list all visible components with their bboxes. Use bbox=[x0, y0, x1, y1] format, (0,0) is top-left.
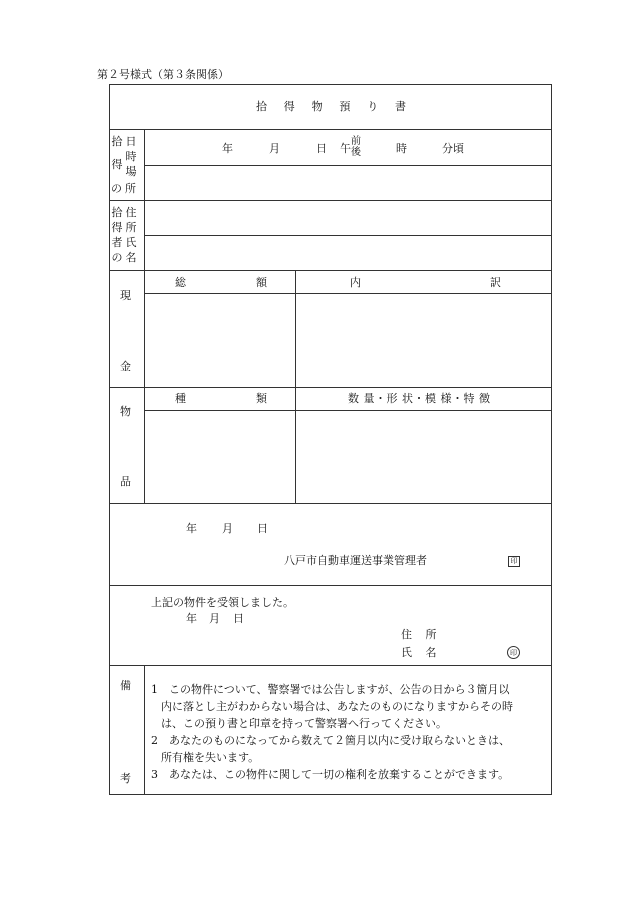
label-char: 得 bbox=[111, 158, 123, 171]
label-char: 者 bbox=[111, 236, 123, 249]
receipt-day: 日 bbox=[233, 612, 244, 625]
title-char: り bbox=[367, 100, 379, 113]
receipt-seal-mark: 印 bbox=[507, 646, 520, 659]
remark-line-3: は、この預り書と印章を持って警察署へ行ってください。 bbox=[161, 717, 447, 730]
title-char: 預 bbox=[339, 100, 351, 113]
title-char: 拾 bbox=[256, 100, 267, 113]
cash-total-header-r: 額 bbox=[256, 276, 267, 289]
label-char: 拾 bbox=[111, 206, 123, 219]
cash-breakdown-header-l: 内 bbox=[350, 276, 361, 289]
remark-line-5: 所有権を失います。 bbox=[161, 751, 260, 764]
remarks-column-divider bbox=[144, 665, 145, 795]
datetime-year: 年 bbox=[222, 142, 233, 155]
remark-line-4: 2 あなたのものになってから数えて２箇月以内に受け取らないときは、 bbox=[151, 734, 510, 747]
datetime-day: 日 bbox=[316, 142, 327, 155]
goods-type-header-r: 類 bbox=[256, 392, 267, 405]
finder-label-col1 bbox=[110, 205, 124, 265]
cash-side-top: 現 bbox=[120, 289, 131, 302]
datetime-ampm-prefix: 午 bbox=[340, 142, 351, 155]
label-char: 場 bbox=[125, 165, 137, 178]
datetime-minute: 分頃 bbox=[442, 142, 464, 155]
issue-month: 月 bbox=[222, 522, 233, 535]
receipt-year: 年 bbox=[186, 612, 197, 625]
finder-label-col2 bbox=[124, 205, 138, 265]
label-char: 時 bbox=[125, 150, 137, 163]
title-char: 物 bbox=[311, 100, 323, 113]
goods-side-bottom: 品 bbox=[120, 475, 131, 488]
label-char: の bbox=[111, 251, 123, 264]
goods-description-header: 数 量・形 状・模 様・特 徴 bbox=[348, 392, 491, 405]
datetime-hour: 時 bbox=[396, 142, 407, 155]
found-label-col2 bbox=[124, 134, 138, 179]
remark-line-1: 1 この物件について、警察署では公告しますが、公告の日から３箇月以 bbox=[151, 683, 510, 696]
cash-header-divider bbox=[144, 293, 552, 294]
remarks-side-top: 備 bbox=[120, 679, 131, 692]
form-title bbox=[256, 101, 406, 112]
table-column-divider bbox=[295, 270, 296, 503]
row-divider bbox=[109, 387, 552, 388]
goods-side-top: 物 bbox=[120, 405, 131, 418]
row-divider bbox=[109, 270, 552, 271]
label-char: 住 bbox=[125, 206, 137, 219]
row-divider bbox=[109, 665, 552, 666]
label-char: 所 bbox=[125, 221, 137, 234]
title-char: 得 bbox=[283, 100, 295, 113]
receipt-name-label: 氏 名 bbox=[401, 646, 442, 659]
issue-day: 日 bbox=[257, 522, 268, 535]
found-label-col1 bbox=[110, 134, 124, 172]
goods-type-header-l: 種 bbox=[175, 392, 186, 405]
receipt-month: 月 bbox=[209, 612, 220, 625]
pm-label: 後 bbox=[351, 147, 361, 158]
row-divider bbox=[109, 129, 552, 130]
found-label-place: 所 bbox=[125, 182, 136, 195]
label-column-divider bbox=[144, 129, 145, 503]
row-divider bbox=[109, 585, 552, 586]
label-char: 日 bbox=[125, 135, 137, 148]
remark-line-2: 内に落とし主がわからない場合は、あなたのものになりますからその時 bbox=[161, 700, 513, 713]
form-number: 第２号様式（第３条関係） bbox=[97, 68, 229, 81]
remark-line-6: 3 あなたは、この物件に関して一切の権利を放棄することができます。 bbox=[151, 768, 510, 781]
receipt-address-label: 住 所 bbox=[401, 628, 442, 641]
datetime-am-pm bbox=[351, 136, 361, 158]
issuer-name: 八戸市自動車運送事業管理者 bbox=[284, 554, 427, 567]
datetime-month: 月 bbox=[269, 142, 280, 155]
label-char: 氏 bbox=[125, 236, 137, 249]
label-char: 拾 bbox=[111, 135, 123, 148]
found-label-no: の bbox=[111, 182, 122, 195]
am-label: 前 bbox=[351, 136, 361, 147]
row-divider bbox=[109, 503, 552, 504]
title-char: 書 bbox=[394, 100, 406, 113]
receipt-statement: 上記の物件を受領しました。 bbox=[151, 596, 294, 609]
goods-header-divider bbox=[144, 410, 552, 411]
sub-row-divider bbox=[144, 235, 552, 236]
label-char: 得 bbox=[111, 221, 123, 234]
cash-total-header-l: 総 bbox=[175, 276, 186, 289]
cash-side-bottom: 金 bbox=[120, 360, 131, 373]
row-divider bbox=[109, 200, 552, 201]
sub-row-divider bbox=[144, 165, 552, 166]
cash-breakdown-header-r: 訳 bbox=[490, 276, 501, 289]
label-char: 名 bbox=[125, 251, 137, 264]
issue-year: 年 bbox=[186, 522, 197, 535]
issuer-seal-mark: 印 bbox=[508, 556, 520, 567]
remarks-side-bottom: 考 bbox=[120, 772, 131, 785]
